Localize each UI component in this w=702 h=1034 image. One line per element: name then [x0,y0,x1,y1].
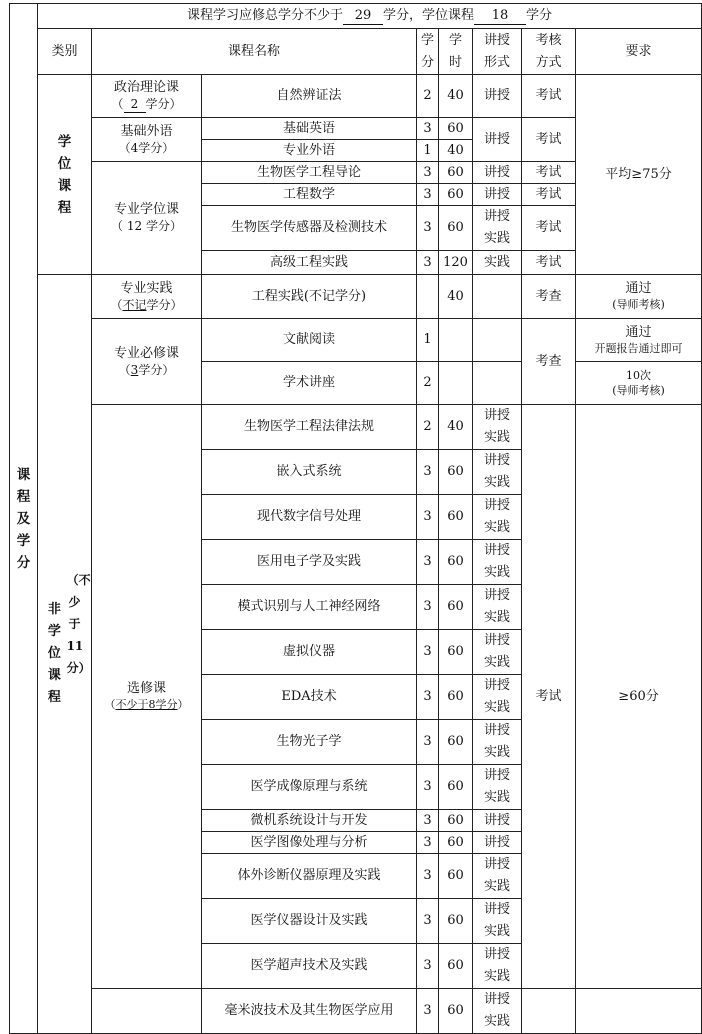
required-exam: 考查 [522,319,576,405]
course-exam [522,989,576,1034]
course-form: 讲授 [473,118,522,162]
course-form [473,362,522,405]
last-group-cell [92,989,202,1034]
course-hours: 60 [439,162,473,184]
course-form: 讲授 [473,75,522,118]
course-hours: 60 [439,854,473,899]
course-hours: 60 [439,450,473,495]
header-credits-cell [417,29,439,75]
course-form-cell [473,765,522,810]
course-form-cell [473,854,522,899]
elective-requirement: ≥60分 [576,405,702,989]
course-form: 讲授实践 [483,543,510,580]
practice-req-line1: 通过 [625,281,652,296]
course-name: 微机系统设计与开发 [202,810,417,832]
course-form: 讲授实践 [483,768,510,805]
header-requirement: 要求 [576,29,702,75]
course-form: 讲授实践 [483,857,510,894]
degree-category-label: 学位课程 [57,133,72,216]
group-politics-credits: （ 2 学分） [111,96,182,111]
course-name: 医学成像原理与系统 [202,765,417,810]
required-req-line2: (导师考核) [612,384,665,397]
group-required-credits: （3学分） [118,362,175,377]
course-exam: 考试 [522,118,576,162]
summary-mid: 学分，学位课程 [383,7,475,23]
course-credits: 3 [417,540,439,585]
group-foreign-name: 基础外语 [120,123,173,139]
course-name: 生物医学传感器及检测技术 [202,206,417,251]
course-hours: 60 [439,540,473,585]
course-form: 讲授实践 [483,209,510,246]
group-required-cell [92,319,202,405]
course-name: 专业外语 [202,140,417,162]
course-form: 讲授实践 [483,678,510,715]
course-credits: 2 [417,362,439,405]
course-hours [439,362,473,405]
last-course-row [10,989,702,1034]
course-name: 高级工程实践 [202,251,417,275]
elective-row [10,405,702,450]
group-elective-cell [92,405,202,989]
course-credits: 3 [417,810,439,832]
required-req-cell-1 [576,319,702,362]
course-credits: 3 [417,899,439,944]
header-hours-cell [439,29,473,75]
course-credits: 2 [417,75,439,118]
nondegree-category-label: 非学位课程 [47,602,61,705]
summary-total-credits: 29 [343,8,383,25]
group-politics-cell [92,75,202,118]
course-form: 讲授实践 [483,408,510,445]
course-name: 自然辨证法 [202,75,417,118]
course-hours: 60 [439,495,473,540]
required-row-1 [10,319,702,362]
summary-prefix: 课程学习应修总学分不少于 [187,7,344,23]
degree-category-cell [38,75,92,275]
course-name: 生物医学工程法律法规 [202,405,417,450]
course-name: 基础英语 [202,118,417,140]
course-form-cell [473,450,522,495]
course-credits: 3 [417,675,439,720]
group-politics-name: 政治理论课 [113,79,179,95]
course-name: 生物医学工程导论 [202,162,417,184]
course-name: 工程数学 [202,184,417,206]
header-row [10,29,702,75]
course-name: 医学图像处理与分析 [202,832,417,854]
course-form: 讲授实践 [483,902,510,939]
course-form: 讲授实践 [483,588,510,625]
course-credits: 1 [417,140,439,162]
course-hours: 40 [439,405,473,450]
group-elective-name: 选修课 [126,681,166,696]
header-teaching-form: 讲授形式 [483,32,510,70]
course-form: 讲授实践 [483,633,510,670]
group-elective-credits: （不少于8学分） [104,698,189,711]
course-exam: 考查 [522,275,576,319]
course-hours: 60 [439,832,473,854]
course-hours: 60 [439,118,473,140]
course-name: 虚拟仪器 [202,630,417,675]
course-form-cell [473,675,522,720]
course-form [473,319,522,362]
course-name: 医学超声技术及实践 [202,944,417,989]
course-credits: 3 [417,832,439,854]
course-name: 毫米波技术及其生物医学应用 [202,989,417,1034]
course-exam: 考试 [522,75,576,118]
header-exam-cell [522,29,576,75]
course-hours: 60 [439,675,473,720]
course-exam: 考试 [522,162,576,184]
course-form-cell [473,989,522,1034]
course-form: 讲授实践 [483,453,510,490]
course-credits: 3 [417,630,439,675]
course-form: 讲授实践 [483,947,510,984]
course-hours: 40 [439,140,473,162]
course-form: 实践 [473,251,522,275]
summary-suffix: 学分 [526,7,553,23]
header-category: 类别 [38,29,92,75]
degree-requirement: 平均≥75分 [576,75,702,275]
course-name: 嵌入式系统 [202,450,417,495]
course-hours: 60 [439,184,473,206]
course-hours: 60 [439,206,473,251]
group-practice-cell [92,275,202,319]
summary-cell [38,4,702,29]
course-credits: 3 [417,251,439,275]
course-credits: 3 [417,495,439,540]
course-name: 现代数字信号处理 [202,495,417,540]
course-hours: 60 [439,585,473,630]
course-hours: 60 [439,720,473,765]
required-req-line1: 10次 [626,369,652,382]
group-required-name: 专业必修课 [113,345,179,361]
group-foreign-credits: （4学分） [118,140,175,155]
course-form-cell [473,206,522,251]
required-req-line2: 开题报告通过即可 [594,341,683,355]
course-name: 体外诊断仪器原理及实践 [202,854,417,899]
course-form-cell [473,899,522,944]
course-name: 医学仪器设计及实践 [202,899,417,944]
course-exam: 考试 [522,184,576,206]
course-form: 讲授 [473,832,522,854]
course-form: 讲授 [473,184,522,206]
course-form-cell [473,495,522,540]
course-exam: 考试 [522,206,576,251]
nondegree-category-cell [38,275,92,1034]
course-credits: 1 [417,319,439,362]
course-hours: 120 [439,251,473,275]
course-credits: 3 [417,989,439,1034]
course-credits: 3 [417,944,439,989]
summary-degree-credits: 18 [474,8,526,25]
group-practice-credits: （不记学分） [110,297,183,312]
nondegree-min-label: （不少于11分） [66,573,91,675]
course-name: 生物光子学 [202,720,417,765]
course-form: 讲授 [473,810,522,832]
practice-row [10,275,702,319]
required-req-cell-2 [576,362,702,405]
group-major-credits: （ 12 学分） [111,219,182,233]
summary-row [10,4,702,29]
course-name: 模式识别与人工神经网络 [202,585,417,630]
course-exam: 考试 [522,251,576,275]
course-name: 工程实践(不记学分) [202,275,417,319]
course-hours [439,319,473,362]
practice-requirement-cell [576,275,702,319]
course-form: 讲授实践 [483,498,510,535]
group-major-cell [92,162,202,275]
course-name: EDA技术 [202,675,417,720]
course-credits: 3 [417,854,439,899]
course-credits: 3 [417,206,439,251]
course-credits: 3 [417,118,439,140]
course-name: 医用电子学及实践 [202,540,417,585]
course-hours: 60 [439,899,473,944]
course-hours: 60 [439,630,473,675]
course-form: 讲授 [473,162,522,184]
outer-category-label: 课程及学分 [16,466,31,571]
elective-exam: 考试 [522,405,576,989]
course-credits: 2 [417,405,439,450]
required-req-line1: 通过 [625,324,652,340]
curriculum-table [9,3,702,1034]
header-course-name: 课程名称 [92,29,417,75]
course-name: 学术讲座 [202,362,417,405]
practice-req-line2: (导师考核) [612,298,665,311]
degree-row-1 [10,75,702,118]
course-requirement [576,989,702,1034]
course-form-cell [473,944,522,989]
course-form-cell [473,540,522,585]
course-hours: 60 [439,944,473,989]
course-form: 讲授实践 [483,992,510,1029]
course-hours: 60 [439,765,473,810]
header-exam-method: 考核方式 [535,32,562,70]
group-major-name: 专业学位课 [113,202,179,217]
course-name: 文献阅读 [202,319,417,362]
course-form-cell [473,720,522,765]
group-foreign-cell [92,118,202,162]
course-credits: 3 [417,450,439,495]
course-credits: 3 [417,585,439,630]
header-hours: 学时 [448,32,462,70]
course-form-cell [473,630,522,675]
course-form [473,275,522,319]
course-credits: 3 [417,184,439,206]
course-hours: 40 [439,275,473,319]
course-form-cell [473,585,522,630]
course-hours: 60 [439,810,473,832]
header-credits: 学分 [420,32,434,70]
course-hours: 60 [439,989,473,1034]
course-form: 讲授实践 [483,723,510,760]
group-practice-name: 专业实践 [120,280,173,296]
course-credits: 3 [417,765,439,810]
course-credits: 3 [417,162,439,184]
outer-category-cell [10,4,38,1034]
header-form-cell [473,29,522,75]
course-credits [417,275,439,319]
course-credits: 3 [417,720,439,765]
course-hours: 40 [439,75,473,118]
course-form-cell [473,405,522,450]
